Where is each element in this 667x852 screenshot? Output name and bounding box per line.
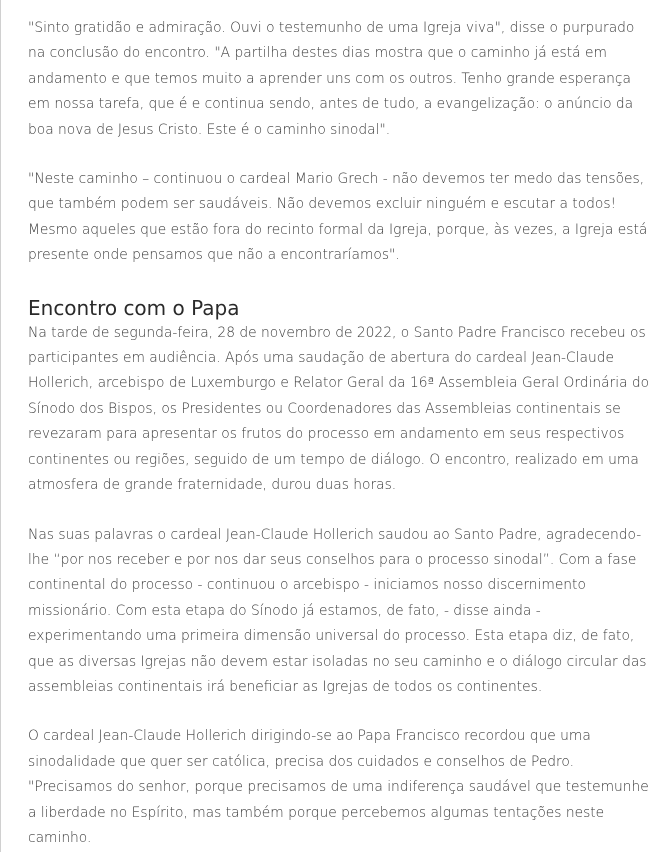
- article-paragraph: Nas suas palavras o cardeal Jean-Claude Hollerich saudou ao Santo Padre, agradecendo-lhe “por nos receber e por nos dar seus conselhos para o processo sinodal”. Com a fase continental do processo - continuou o arcebispo - iniciamos nosso discernimento missionário. Com esta etapa do Sínodo já estamos, de fato, - disse ainda - experimentando uma primeira dimensão universal do processo. Esta etapa diz, de fato, que as diversas Igrejas não devem estar isoladas no seu caminho e o diálogo circular das assembleias continentais irá beneficiar as Igrejas de todos os continentes.: [28, 526, 647, 695]
- article-paragraph: "Sinto gratidão e admiração. Ouvi o testemunho de uma Igreja viva", disse o purpurado na conclusão do encontro. "A partilha destes dias mostra que o caminho já está em andamento e que temos muito a aprender uns com os outros. Tenho grande esperança em nossa tarefa, que é e continua sendo, antes de tudo, a evangelização: o anúncio da boa nova de Jesus Cristo. Este é o caminho sinodal".: [28, 20, 635, 138]
- article-paragraph: "Neste caminho – continuou o cardeal Mario Grech - não devemos ter medo das tensões, que também podem ser saudáveis. Não devemos excluir ninguém e escutar a todos! Mesmo aqueles que estão fora do recinto formal da Igreja, porque, às vezes, a Igreja está presente onde pensamos que não a encontraríamos".: [28, 171, 648, 264]
- left-border: [0, 0, 1, 852]
- article-body: [28, 16, 652, 851]
- section-heading: Encontro com o Papa: [28, 295, 240, 320]
- article-paragraph: O cardeal Jean-Claude Hollerich dirigindo-se ao Papa Francisco recordou que uma sinodalidade que quer ser católica, precisa dos cuidados e conselhos de Pedro. "Precisamos do senhor, porque precisamos de uma indiferença saudável que testemunhe a liberdade no Espírito, mas também porque percebemos algumas tentações neste caminho.: [28, 728, 649, 846]
- article-paragraph: Na tarde de segunda-feira, 28 de novembro de 2022, o Santo Padre Francisco recebeu os participantes em audiência. Após uma saudação de abertura do cardeal Jean-Claude Hollerich, arcebispo de Luxemburgo e Relator Geral da 16ª Assembleia Geral Ordinária do Sínodo dos Bispos, os Presidentes ou Coordenadores das Assembleias continentais se revezaram para apresentar os frutos do processo em andamento em seus respectivos continentes ou regiões, seguido de um tempo de diálogo. O encontro, realizado em uma atmosfera de grande fraternidade, durou duas horas.: [28, 324, 650, 494]
